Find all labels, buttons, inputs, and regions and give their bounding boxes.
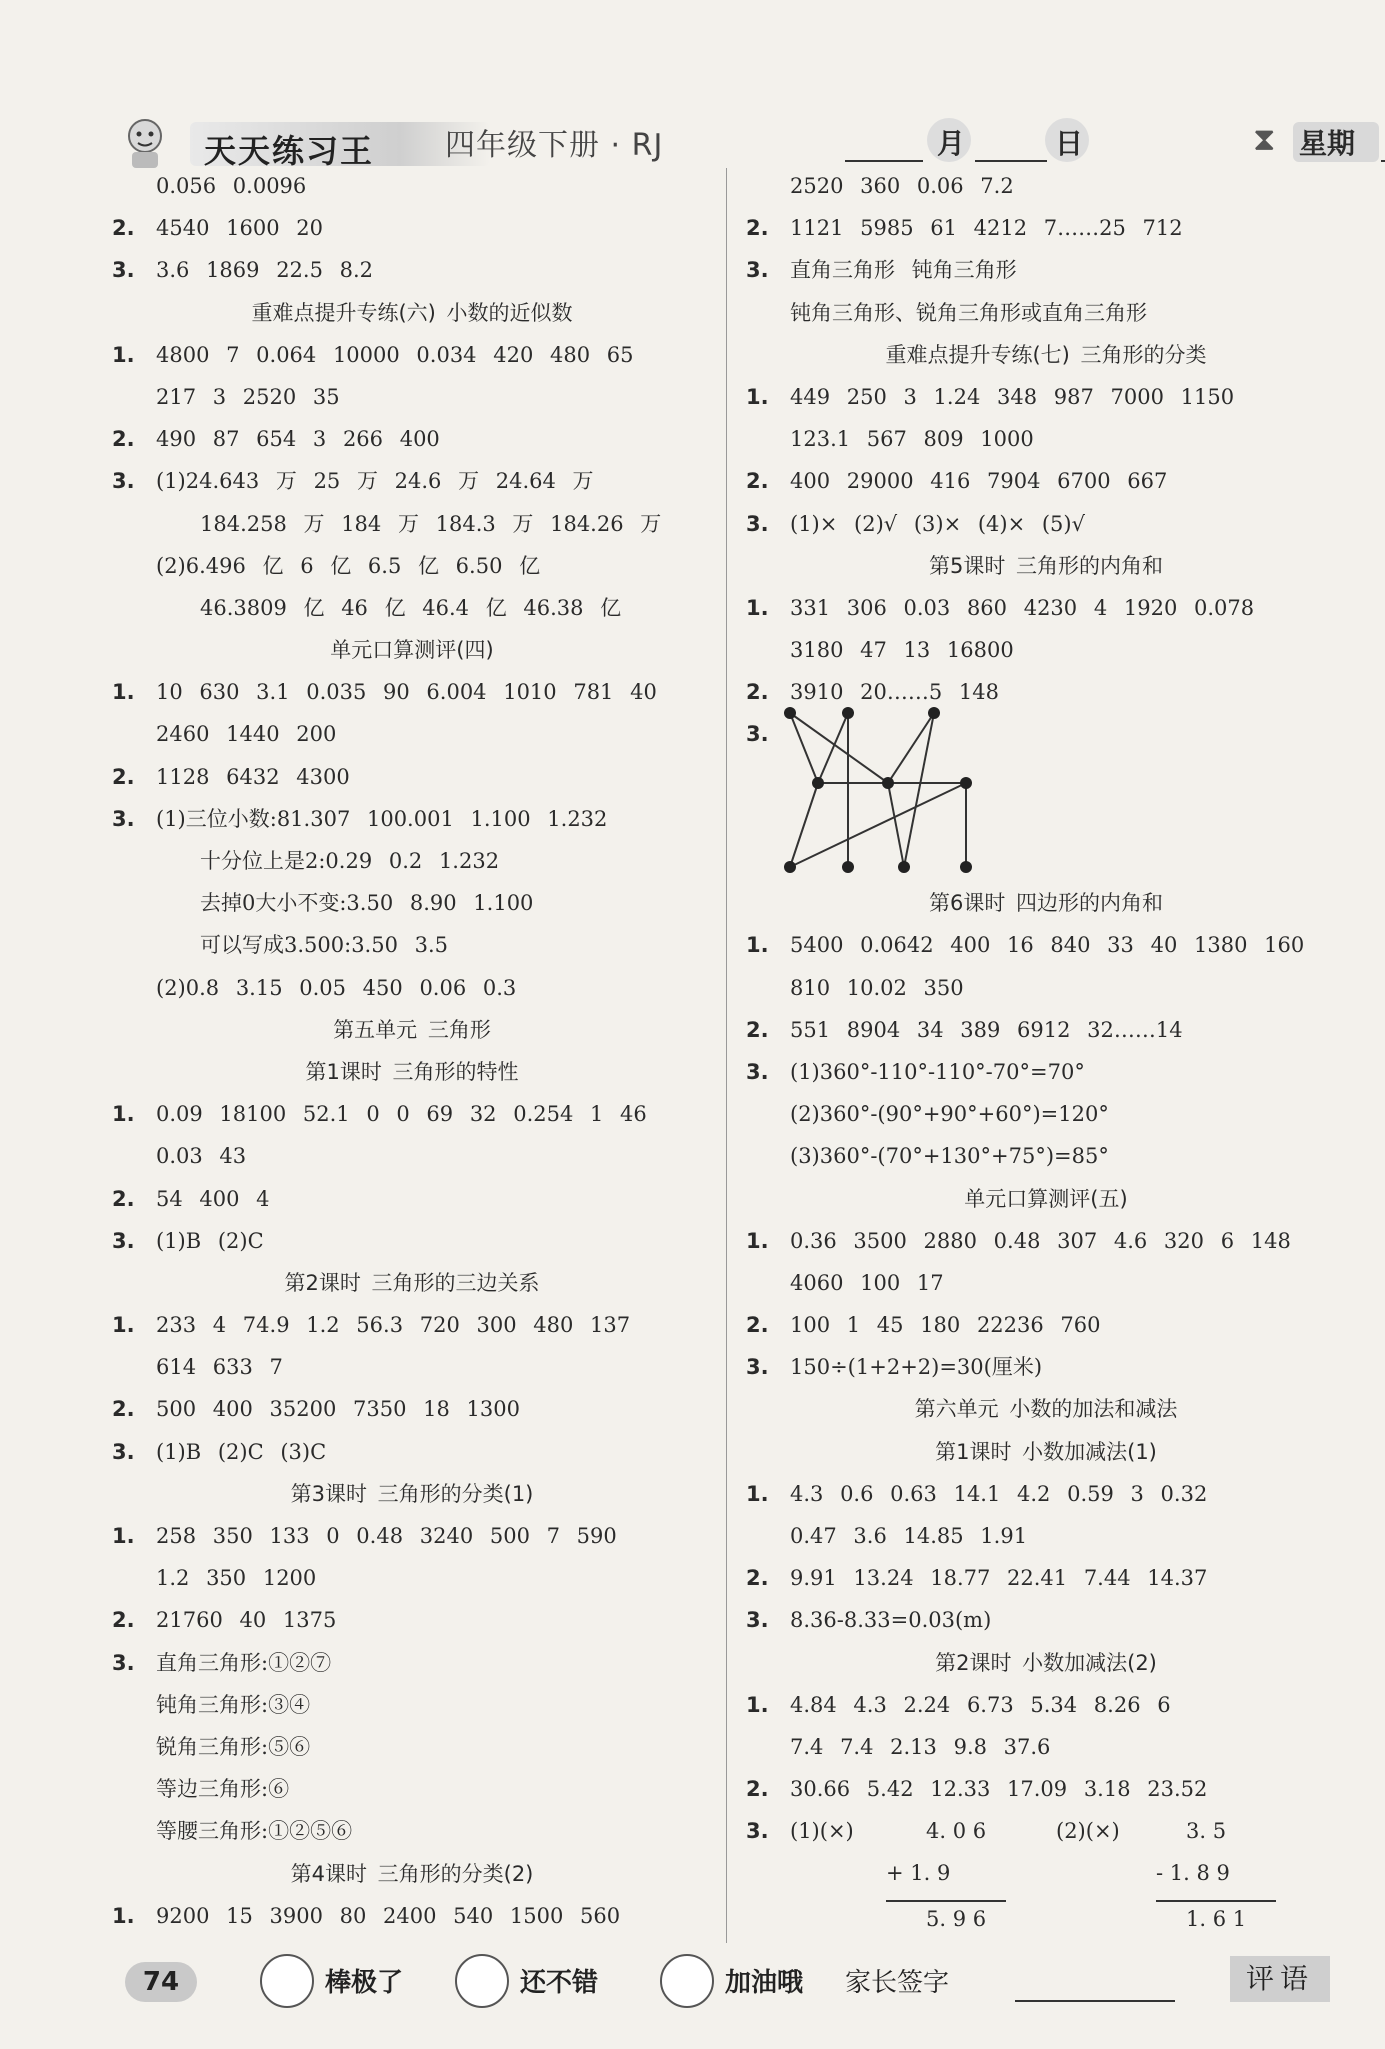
- answer-line: [746, 1009, 1346, 1051]
- answer-line: [112, 207, 712, 249]
- answer-line: [746, 249, 1346, 291]
- answer-text: 1.2 350 1200: [156, 1566, 317, 1591]
- section-heading: [112, 1009, 712, 1051]
- diagram-dot: [842, 707, 854, 719]
- section-heading: [746, 882, 1346, 924]
- heading-text: 重难点提升专练(六) 小数的近似数: [251, 300, 573, 325]
- answer-line: [112, 1557, 712, 1599]
- hourglass-icon: ⧗: [1253, 120, 1276, 158]
- answer-line: [746, 967, 1346, 1009]
- item-number: 3.: [112, 1650, 135, 1675]
- item-number: 1.: [746, 1481, 769, 1506]
- answer-line: [112, 418, 712, 460]
- answer-text: 184.258 万 184 万 184.3 万 184.26 万: [200, 511, 662, 536]
- item-number: 1.: [746, 1692, 769, 1717]
- page-footer: [115, 1950, 1335, 2010]
- item-number: 3.: [746, 258, 769, 283]
- item-number: 3.: [746, 722, 769, 747]
- section-heading: [112, 629, 712, 671]
- answer-line: [746, 1093, 1346, 1135]
- answer-text: 3910 20……5 148: [790, 680, 999, 705]
- answer-line: [112, 756, 712, 798]
- answer-text: (1)三位小数:81.307 100.001 1.100 1.232: [156, 806, 608, 831]
- item-number: 2.: [746, 1566, 769, 1591]
- answer-line: [112, 460, 712, 502]
- grade-label: 四年级下册 · RJ: [445, 128, 664, 163]
- date-fields: [845, 118, 1356, 168]
- matching-diagram-row: [746, 713, 1346, 755]
- answer-text: (2)360°-(90°+90°+60°)=120°: [790, 1102, 1109, 1127]
- rating-label-2: 还不错: [520, 1968, 599, 1998]
- section-heading: [746, 1642, 1346, 1684]
- answer-line: [112, 924, 712, 966]
- answer-line: [746, 1473, 1346, 1515]
- answer-text: 614 633 7: [156, 1355, 283, 1380]
- item-number: 2.: [112, 1186, 135, 1211]
- spacer-line: [746, 840, 1346, 882]
- answer-line: [112, 713, 712, 755]
- item-number: 2.: [112, 216, 135, 241]
- answer-text: 551 8904 34 389 6912 32……14: [790, 1017, 1183, 1042]
- answer-text: 233 4 74.9 1.2 56.3 720 300 480 137: [156, 1313, 631, 1338]
- answer-text: 810 10.02 350: [790, 975, 964, 1000]
- section-heading: [746, 334, 1346, 376]
- item-number: 3.: [746, 1608, 769, 1633]
- vertical-calc-left-top: 4. 0 6: [926, 1819, 987, 1844]
- answer-text: 锐角三角形:⑤⑥: [156, 1734, 311, 1759]
- answer-line: [746, 1599, 1346, 1641]
- answer-line: [746, 1220, 1346, 1262]
- answer-line: [746, 1768, 1346, 1810]
- item-number: 1.: [746, 384, 769, 409]
- heading-text: 第六单元 小数的加法和减法: [914, 1397, 1178, 1422]
- diagram-dot: [784, 707, 796, 719]
- answer-line: [746, 1726, 1346, 1768]
- answer-line: [746, 418, 1346, 460]
- answer-line: [112, 1515, 712, 1557]
- answer-line: [112, 1768, 712, 1810]
- rating-circle-1[interactable]: [260, 1954, 314, 2008]
- day-blank[interactable]: [975, 160, 1047, 162]
- answer-text: (1)360°-110°-110°-70°=70°: [790, 1059, 1085, 1084]
- answer-text: 123.1 567 809 1000: [790, 427, 1034, 452]
- diagram-dot: [928, 707, 940, 719]
- answer-text: 150÷(1+2+2)=30(厘米): [790, 1355, 1043, 1380]
- answer-text: 7.4 7.4 2.13 9.8 37.6: [790, 1734, 1051, 1759]
- brand-title: 天天练习王: [204, 132, 375, 170]
- section-heading: [746, 545, 1346, 587]
- item-number: 1.: [112, 1313, 135, 1338]
- answer-text: 十分位上是2:0.29 0.2 1.232: [200, 849, 500, 873]
- mascot-icon: [110, 112, 180, 172]
- answer-line: [746, 1684, 1346, 1726]
- vertical-calc-rule: [886, 1900, 1006, 1902]
- item-number: 2.: [112, 427, 135, 452]
- heading-text: 第4课时 三角形的分类(2): [290, 1861, 534, 1886]
- item-number: 1.: [112, 342, 135, 367]
- answer-text: 490 87 654 3 266 400: [156, 427, 440, 452]
- heading-text: 第6课时 四边形的内角和: [928, 891, 1164, 916]
- item-number: 3.: [112, 1228, 135, 1253]
- answer-line: [112, 1388, 712, 1430]
- answer-line: [746, 1262, 1346, 1304]
- answer-text: 4060 100 17: [790, 1270, 944, 1295]
- item-number: 3.: [112, 806, 135, 831]
- answer-text: 331 306 0.03 860 4230 4 1920 0.078: [790, 595, 1255, 620]
- answer-text: (1)24.643 万 25 万 24.6 万 24.64 万: [156, 469, 594, 494]
- page-header: [110, 112, 1356, 172]
- answer-line: [112, 1304, 712, 1346]
- answer-line: [112, 503, 712, 545]
- answer-text: 0.056 0.0096: [156, 174, 307, 198]
- weekday-blank[interactable]: [1381, 160, 1385, 162]
- answer-text: 可以写成3.500:3.50 3.5: [200, 933, 449, 958]
- answer-text: 30.66 5.42 12.33 17.09 3.18 23.52: [790, 1777, 1208, 1802]
- answer-line: [112, 376, 712, 418]
- item-number: 1.: [112, 1102, 135, 1127]
- left-column: [112, 165, 712, 1937]
- item-number: 2.: [746, 216, 769, 241]
- answer-text: 钝角三角形:③④: [156, 1692, 311, 1717]
- weekday-label: 星期: [1293, 122, 1379, 162]
- spacer-line: [746, 798, 1346, 840]
- item-number: 2.: [746, 1313, 769, 1338]
- heading-text: 单元口算测评(五): [964, 1186, 1128, 1211]
- vertical-calc-left-mark: (1)(×): [790, 1819, 854, 1844]
- item-number: 1.: [112, 1524, 135, 1548]
- answer-line: [112, 1599, 712, 1641]
- answer-line: [112, 882, 712, 924]
- answer-text: 46.3809 亿 46 亿 46.4 亿 46.38 亿: [200, 595, 622, 620]
- item-number: 3.: [746, 1059, 769, 1084]
- vertical-calc-right-mark: (2)(×): [1056, 1819, 1120, 1844]
- vertical-calc-right-res: 1. 6 1: [1186, 1907, 1247, 1932]
- right-column: [746, 165, 1346, 1932]
- rating-circle-3[interactable]: [660, 1954, 714, 2008]
- answer-text: 500 400 35200 7350 18 1300: [156, 1397, 520, 1422]
- answer-line: [746, 1557, 1346, 1599]
- answer-line: [112, 587, 712, 629]
- answer-text: 直角三角形 钝角三角形: [790, 258, 1017, 283]
- answer-text: 5400 0.0642 400 16 840 33 40 1380 160: [790, 933, 1305, 958]
- vertical-calc-left-res: 5. 9 6: [926, 1907, 987, 1932]
- answer-text: 8.36-8.33=0.03(m): [790, 1608, 992, 1633]
- answer-line: [112, 1093, 712, 1135]
- answer-text: 3.6 1869 22.5 8.2: [156, 258, 374, 283]
- heading-text: 重难点提升专练(七) 三角形的分类: [885, 342, 1207, 367]
- heading-text: 第五单元 三角形: [333, 1017, 491, 1042]
- vertical-calc-row: [746, 1810, 1346, 1932]
- answer-line: [746, 207, 1346, 249]
- answer-text: 0.47 3.6 14.85 1.91: [790, 1524, 1028, 1548]
- answer-text: 100 1 45 180 22236 760: [790, 1313, 1101, 1338]
- answer-text: 400 29000 416 7904 6700 667: [790, 469, 1168, 494]
- item-number: 1.: [746, 595, 769, 620]
- section-heading: [112, 1853, 712, 1895]
- item-number: 2.: [746, 680, 769, 705]
- item-number: 1.: [746, 933, 769, 958]
- answer-line: [746, 460, 1346, 502]
- section-heading: [112, 1051, 712, 1093]
- answer-line: [112, 671, 712, 713]
- item-number: 2.: [112, 1608, 135, 1633]
- spacer-line: [746, 756, 1346, 798]
- answer-text: (1)B (2)C: [156, 1228, 264, 1253]
- section-heading: [746, 1388, 1346, 1430]
- answer-text: (2)0.8 3.15 0.05 450 0.06 0.3: [156, 975, 517, 1000]
- answer-line: [746, 1515, 1346, 1557]
- section-heading: [746, 1431, 1346, 1473]
- answer-text: 54 400 4: [156, 1186, 270, 1211]
- answer-line: [112, 1810, 712, 1852]
- answer-text: 0.09 18100 52.1 0 0 69 32 0.254 1 46: [156, 1102, 647, 1127]
- item-number: 3.: [112, 1439, 135, 1464]
- answer-text: 258 350 133 0 0.48 3240 500 7 590: [156, 1524, 617, 1548]
- answer-text: (3)360°-(70°+130°+75°)=85°: [790, 1144, 1109, 1169]
- answer-text: (2)6.496 亿 6 亿 6.5 亿 6.50 亿: [156, 553, 541, 578]
- item-number: 1.: [746, 1228, 769, 1253]
- answer-line: [112, 1642, 712, 1684]
- item-number: 2.: [746, 469, 769, 494]
- section-heading: [112, 292, 712, 334]
- answer-line: [112, 840, 712, 882]
- comment-label: 评语: [1230, 1956, 1330, 2002]
- answer-line: [112, 1220, 712, 1262]
- vertical-calc-right-op: - 1. 8 9: [1156, 1861, 1230, 1886]
- heading-text: 单元口算测评(四): [330, 638, 494, 663]
- answer-text: 等腰三角形:①②⑤⑥: [156, 1819, 353, 1844]
- section-heading: [112, 1262, 712, 1304]
- answer-text: 217 3 2520 35: [156, 384, 340, 409]
- parent-sign-label: 家长签字: [845, 1968, 950, 1998]
- item-number: 2.: [746, 1777, 769, 1802]
- vertical-calc-right-top: 3. 5: [1186, 1819, 1227, 1844]
- month-blank[interactable]: [845, 160, 923, 162]
- heading-text: 第5课时 三角形的内角和: [928, 553, 1164, 578]
- page-number: 74: [125, 1962, 197, 2002]
- answer-line: [112, 1895, 712, 1937]
- answer-line: [746, 503, 1346, 545]
- answer-line: [746, 629, 1346, 671]
- section-heading: [746, 1178, 1346, 1220]
- section-heading: [112, 1473, 712, 1515]
- answer-line: [112, 798, 712, 840]
- answer-line: [746, 1304, 1346, 1346]
- item-number: 2.: [746, 1017, 769, 1042]
- heading-text: 第1课时 三角形的特性: [305, 1059, 519, 1084]
- rating-label-3: 加油哦: [725, 1968, 804, 1998]
- answer-line: [746, 1346, 1346, 1388]
- answer-text: 449 250 3 1.24 348 987 7000 1150: [790, 384, 1235, 409]
- item-number: 3.: [112, 258, 135, 283]
- month-label: 月: [937, 127, 966, 160]
- answer-text: 1128 6432 4300: [156, 764, 350, 789]
- answer-line: [112, 1178, 712, 1220]
- heading-text: 第1课时 小数加减法(1): [935, 1439, 1157, 1464]
- answer-line: [112, 1684, 712, 1726]
- item-number: 1.: [112, 680, 135, 705]
- heading-text: 第3课时 三角形的分类(1): [290, 1481, 534, 1506]
- answer-line: [112, 1135, 712, 1177]
- item-number: 2.: [112, 764, 135, 789]
- item-number: 2.: [112, 1397, 135, 1422]
- answer-line: [746, 1051, 1346, 1093]
- answer-text: 0.36 3500 2880 0.48 307 4.6 320 6 148: [790, 1228, 1291, 1253]
- answer-text: 2460 1440 200: [156, 722, 337, 747]
- answer-line: [112, 1346, 712, 1388]
- answer-text: 直角三角形:①②⑦: [156, 1650, 332, 1675]
- answer-text: 去掉0大小不变:3.50 8.90 1.100: [200, 891, 534, 916]
- rating-label-1: 棒极了: [325, 1968, 404, 1998]
- item-number: 3.: [112, 469, 135, 494]
- answer-line: [112, 967, 712, 1009]
- heading-text: 第2课时 小数加减法(2): [935, 1650, 1157, 1675]
- answer-line: [746, 924, 1346, 966]
- answer-line: [746, 1135, 1346, 1177]
- item-number: 1.: [112, 1903, 135, 1928]
- answer-text: 1121 5985 61 4212 7……25 712: [790, 216, 1183, 241]
- answer-line: [746, 165, 1346, 207]
- answer-line: [112, 249, 712, 291]
- answer-text: 4.3 0.6 0.63 14.1 4.2 0.59 3 0.32: [790, 1481, 1208, 1506]
- item-number: 3.: [746, 1355, 769, 1380]
- answer-text: 2520 360 0.06 7.2: [790, 174, 1014, 198]
- answer-line: [112, 165, 712, 207]
- column-divider: [726, 168, 727, 1943]
- answer-line: [112, 1726, 712, 1768]
- answer-text: (1)× (2)√ (3)× (4)× (5)√: [790, 511, 1085, 536]
- answer-text: 21760 40 1375: [156, 1608, 337, 1633]
- rating-circle-2[interactable]: [455, 1954, 509, 2008]
- answer-text: 9.91 13.24 18.77 22.41 7.44 14.37: [790, 1566, 1208, 1591]
- answer-text: 等边三角形:⑥: [156, 1777, 290, 1802]
- parent-sign-line[interactable]: [1015, 2000, 1175, 2002]
- answer-text: 钝角三角形、锐角三角形或直角三角形: [790, 300, 1147, 325]
- vertical-calc-left-op: + 1. 9: [886, 1861, 951, 1886]
- heading-text: 第2课时 三角形的三边关系: [284, 1270, 540, 1295]
- vertical-calc-rule: [1156, 1900, 1276, 1902]
- answer-line: [746, 587, 1346, 629]
- item-number: 3.: [746, 511, 769, 536]
- answer-text: 3180 47 13 16800: [790, 638, 1014, 663]
- answer-text: 9200 15 3900 80 2400 540 1500 560: [156, 1903, 621, 1928]
- answer-line: [112, 1431, 712, 1473]
- answer-line: [112, 545, 712, 587]
- item-number: 3.: [746, 1819, 769, 1844]
- answer-line: [112, 334, 712, 376]
- answer-text: 4540 1600 20: [156, 216, 323, 241]
- answer-text: 4.84 4.3 2.24 6.73 5.34 8.26 6: [790, 1692, 1171, 1717]
- answer-line: [746, 376, 1346, 418]
- answer-line: [746, 292, 1346, 334]
- day-label: 日: [1055, 127, 1084, 160]
- answer-text: 10 630 3.1 0.035 90 6.004 1010 781 40: [156, 680, 657, 705]
- answer-text: 0.03 43: [156, 1144, 247, 1169]
- answer-text: 4800 7 0.064 10000 0.034 420 480 65: [156, 342, 634, 367]
- answer-text: (1)B (2)C (3)C: [156, 1439, 327, 1464]
